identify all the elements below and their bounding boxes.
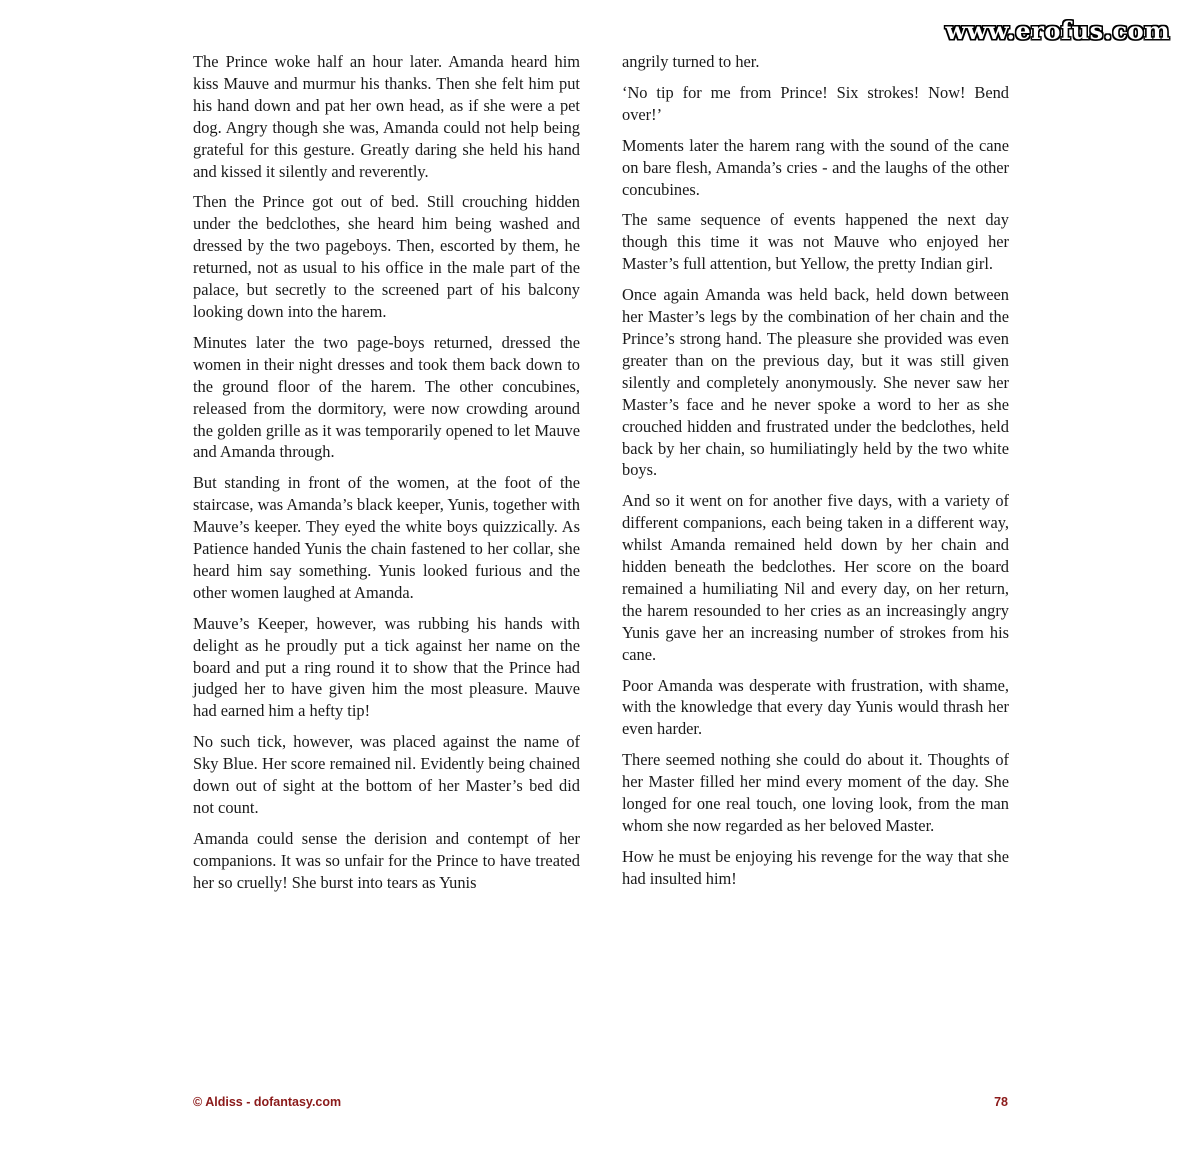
- paragraph: Mauve’s Keeper, however, was rubbing his hands with delight as he proudly put a tick against her name on the board and put a ring round it to show that the Prince had judged her to have given him the most pleasure. Mauve had earned him a hefty tip!: [193, 613, 580, 721]
- paragraph: Moments later the harem rang with the sound of the cane on bare flesh, Amanda’s cries - and the laughs of the other concubines.: [622, 135, 1009, 199]
- paragraph: There seemed nothing she could do about it. Thoughts of her Master filled her mind every moment of the day. She longed for one real touch, one loving look, from the man whom she now regarded as her beloved Master.: [622, 750, 1009, 835]
- paragraph: angrily turned to her.: [622, 52, 760, 71]
- paragraph: But standing in front of the women, at the foot of the staircase, was Amanda’s black keeper, Yunis, together with Mauve’s keeper. They eyed the white boys quizzically. As Patience handed Yunis the chain fastened to her collar, she heard him say something. Yunis looked furious and the other women laughed at Amanda.: [193, 473, 580, 602]
- right-text-column: [622, 51, 1009, 899]
- paragraph: ‘No tip for me from Prince! Six strokes! Now! Bend over!’: [622, 82, 1009, 124]
- paragraph: Poor Amanda was desperate with frustration, with shame, with the knowledge that every day Yunis would thrash her even harder.: [622, 675, 1009, 739]
- paragraph: And so it went on for another five days, with a variety of different companions, each being taken in a different way, whilst Amanda remained held down by her chain and hidden beneath the bedclothes. Her score on the board remained a humiliating Nil and every day, on her return, the harem resounded to her cries as an increasingly angry Yunis gave her an increasing number of strokes from his cane.: [622, 491, 1009, 664]
- paragraph: The Prince woke half an hour later. Amanda heard him kiss Mauve and murmur his thanks. Then she felt him put his hand down and pat her own head, as if she were a pet dog. Angry though she was, Amanda could not help being grateful for this gesture. Greatly daring she held his hand and kissed it silently and reverently.: [193, 52, 580, 181]
- watermark-logo: www.erofus.com: [945, 16, 1170, 45]
- paragraph: Once again Amanda was held back, held down between her Master’s legs by the combination of her chain and the Prince’s strong hand. The pleasure she provided was even greater than on the previous day, but it was still given silently and completely anonymously. She never saw her Master’s face and he never spoke a word to her as she crouched hidden and frustrated under the bedclothes, held back by her chain, so humiliatingly held by the two white boys.: [622, 285, 1009, 480]
- left-text-column: [193, 51, 580, 903]
- paragraph: The same sequence of events happened the next day though this time it was not Mauve who enjoyed her Master’s full attention, but Yellow, the pretty Indian girl.: [622, 210, 1009, 274]
- paragraph: Minutes later the two page-boys returned, dressed the women in their night dresses and took them back down to the ground floor of the harem. The other concubines, released from the dormitory, were now crowding around the golden grille as it was temporarily opened to let Mauve and Amanda through.: [193, 332, 580, 462]
- page-number: 78: [994, 1095, 1008, 1109]
- paragraph: Amanda could sense the derision and contempt of her companions. It was so unfair for the Prince to have treated her so cruelly! She burst into tears as Yunis: [193, 828, 580, 892]
- paragraph: No such tick, however, was placed against the name of Sky Blue. Her score remained nil. Evidently being chained down out of sight at the bottom of her Master’s bed did not count.: [193, 732, 580, 817]
- paragraph: Then the Prince got out of bed. Still crouching hidden under the bedclothes, she heard him being washed and dressed by the two pageboys. Then, escorted by them, he returned, not as usual to his office in the male part of the palace, but secretly to the screened part of his balcony looking down into the harem.: [193, 192, 580, 321]
- footer-credit: © Aldiss - dofantasy.com: [193, 1095, 342, 1109]
- paragraph: How he must be enjoying his revenge for the way that she had insulted him!: [622, 846, 1009, 888]
